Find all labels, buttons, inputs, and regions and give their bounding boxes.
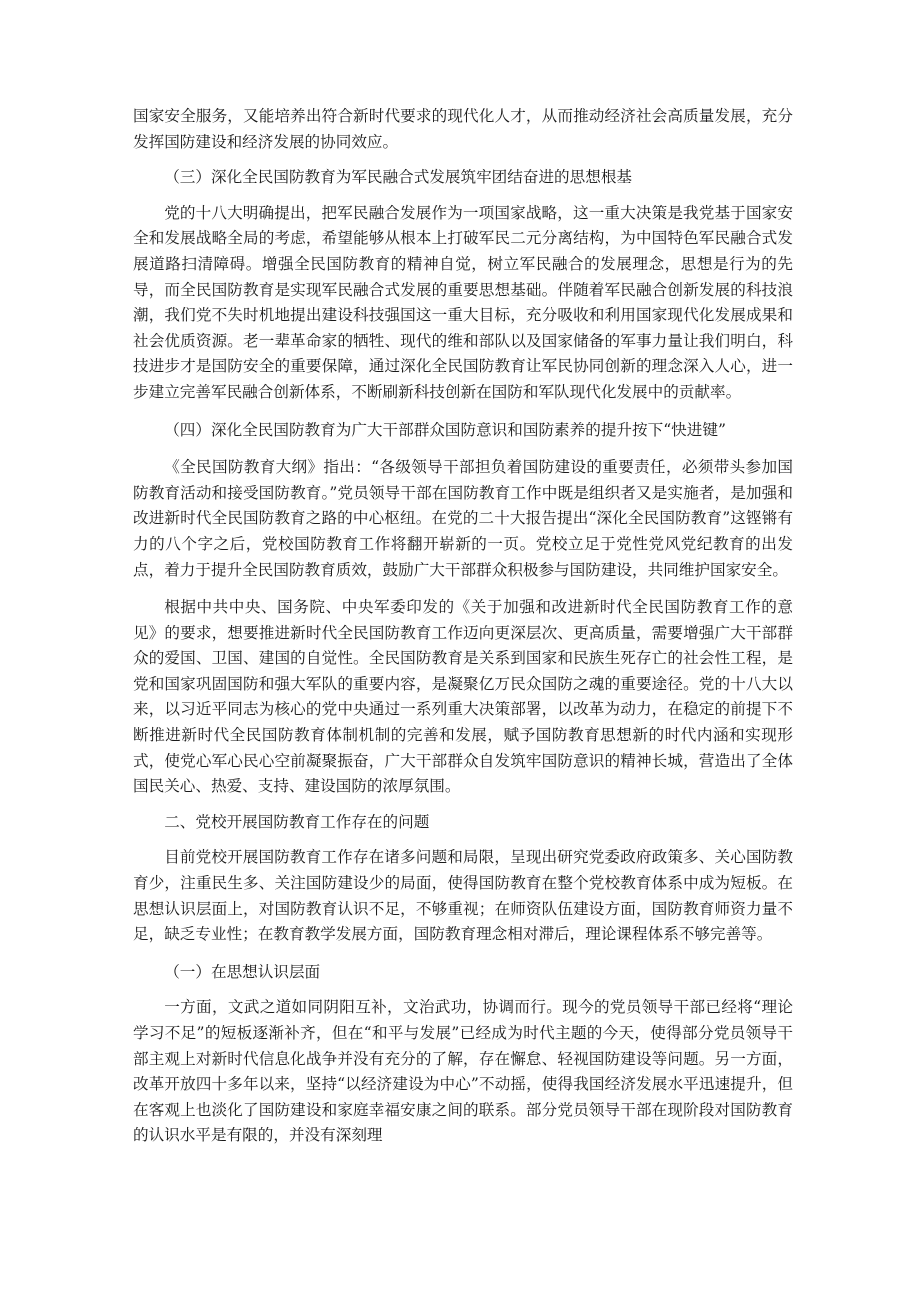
paragraph-continuation: 国家安全服务，又能培养出符合新时代要求的现代化人才，从而推动经济社会高质量发展，充分发挥国防建设和经济发展的协同效应。 <box>133 107 793 151</box>
paragraph-education-outline: 《全民国防教育大纲》指出：“各级领导干部担负着国防建设的重要责任，必须带头参加国防教育活动和接受国防教育。”党员领导干部在国防教育工作中既是组织者又是实施者，是加强和改进新时代全民国防教育之路的中心枢纽。在党的二十大报告提出“深化全民国防教育”这铿锵有力的八个字之后，党校国防教育工作将翻开崭新的一页。党校立足于党性党风党纪教育的出发点，着力于提升全民国防教育质效，鼓励广大干部群众积极参与国防建设，共同维护国家安全。 <box>133 458 793 579</box>
paragraph-ideological-level: 一方面，文武之道如同阴阳互补，文治武功，协调而行。现今的党员领导干部已经将“理论学习不足”的短板逐渐补齐，但在“和平与发展”已经成为时代主题的今天，使得部分党员领导干部主观上对新时代信息化战争并没有充分的了解，存在懈怠、轻视国防建设等问题。另一方面，改革开放四十多年以来，坚持“以经济建设为中心”不动摇，使得我国经济发展水平迅速提升，但在客观上也淡化了国防建设和家庭幸福安康之间的联系。部分党员领导干部在现阶段对国防教育的认识水平是有限的，并没有深刻理 <box>133 998 793 1145</box>
paragraph-opinions: 根据中共中央、国务院、中央军委印发的《关于加强和改进新时代全民国防教育工作的意见》的要求，想要推进新时代全民国防教育工作迈向更深层次、更高质量，需要增强广大干部群众的爱国、卫国、建国的自觉性。全民国防教育是关系到国家和民族生死存亡的社会性工程，是党和国家巩固国防和强大军队的重要内容，是凝聚亿万民众国防之魂的重要途径。党的十八大以来，以习近平同志为核心的党中央通过一系列重大决策部署，以改革为动力，在稳定的前提下不断推进新时代全民国防教育体制机制的完善和发展，赋予国防教育思想新的时代内涵和实现形式，使党心军心民心空前凝聚振奋，广大干部群众自发筑牢国防意识的精神长城，营造出了全体国民关心、热爱、支持、建设国防的浓厚氛围。 <box>133 598 793 796</box>
section-heading-3: （三）深化全民国防教育为军民融合式发展筑牢团结奋进的思想根基 <box>164 168 633 187</box>
section-heading-4: （四）深化全民国防教育为广大干部群众国防意识和国防素养的提升按下“快进键” <box>164 420 726 439</box>
section-heading-two: 二、党校开展国防教育工作存在的问题 <box>164 812 430 831</box>
paragraph-military-civil-fusion: 党的十八大明确提出，把军民融合发展作为一项国家战略，这一重大决策是我党基于国家安全和发展战略全局的考虑，希望能够从根本上打破军民二元分离结构，为中国特色军民融合式发展道路扫清障碍。增强全民国防教育的精神自觉，树立军民融合的发展理念，思想是行为的先导，而全民国防教育是实现军民融合式发展的重要思想基础。伴随着军民融合创新发展的科技浪潮，我们党不失时机地提出建设科技强国这一重大目标，充分吸收和利用国家现代化发展成果和社会优质资源。老一辈革命家的牺牲、现代的维和部队以及国家储备的军事力量让我们明白，科技进步才是国防安全的重要保障，通过深化全民国防教育让军民协同创新的理念深入人心，进一步建立完善军民融合创新体系，不断刷新科技创新在国防和军队现代化发展中的贡献率。 <box>133 203 793 401</box>
document-page <box>133 104 793 1149</box>
subsection-heading-one: （一）在思想认识层面 <box>164 962 321 981</box>
paragraph-problems: 目前党校开展国防教育工作存在诸多问题和局限，呈现出研究党委政府政策多、关心国防教育少，注重民生多、关注国防建设少的局面，使得国防教育在整个党校教育体系中成为短板。在思想认识层面上，对国防教育认识不足，不够重视；在师资队伍建设方面，国防教育师资力量不足，缺乏专业性；在教育教学发展方面，国防教育理念相对滞后，理论课程体系不够完善等。 <box>133 848 793 944</box>
